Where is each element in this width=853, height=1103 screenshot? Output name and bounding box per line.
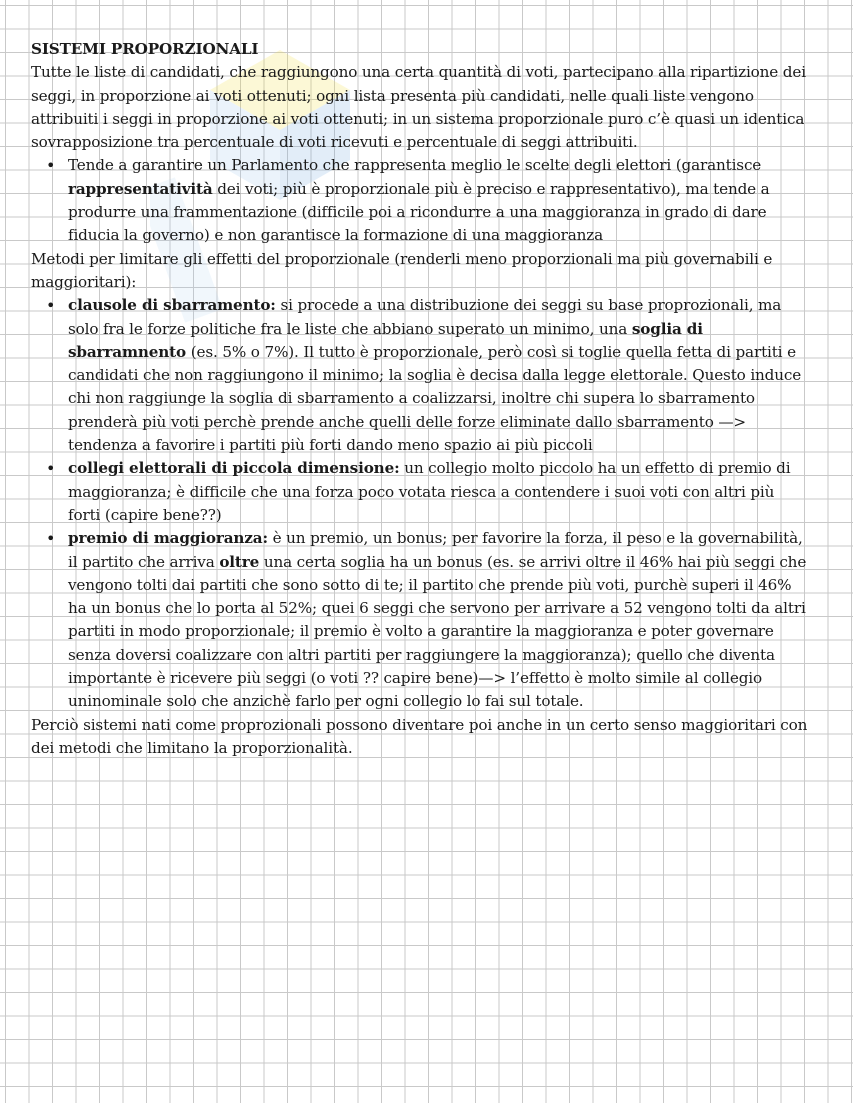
bold-term: oltre — [219, 552, 260, 571]
list-item: • collegi elettorali di piccola dimensione: un collegio molto piccolo ha un effetto di premio di maggioranza; è difficile che una forza poco votata riesca a contendere i suoi voti con altri più forti (capire bene??) — [68, 457, 811, 527]
list-item: • Tende a garantire un Parlamento che rappresenta meglio le scelte degli elettori (garantisce rappresentatività dei voti; più è proporzionale più è preciso e rappresentativo), ma tende a produrre una frammentazione (difficile poi a ricondurre a una maggioranza in grado di dare fiducia la governo) e non garantisce la formazione di una maggioranza — [68, 154, 811, 247]
list-item: • clausole di sbarramento: si procede a una distribuzione dei seggi su base proprozionali, ma solo fra le forze politiche fra le liste che abbiano superato un minimo, una soglia di sbarramnento (es. 5% o 7%). Il tutto è proporzionale, però così si toglie quella fetta di partiti e candidati che non raggiungono il minimo; la soglia è decisa dalla legge elettorale. Questo induce chi non raggiunge la soglia di sbarramento a coalizzarsi, inoltre chi supera lo sbarramento prenderà più voti perchè prende anche quelli delle forze eliminate dallo sbarramento —> tendenza a favorire i partiti più forti dando meno spazio ai più piccoli — [68, 294, 811, 457]
methods-list — [31, 294, 811, 713]
list-item: • premio di maggioranza: è un premio, un bonus; per favorire la forza, il peso e la governabilità, il partito che arriva oltre una certa soglia ha un bonus (es. se arrivi oltre il 46% hai più seggi che vengono tolti dai partiti che sono sotto di te; il partito che prende più voti, purchè superi il 46% ha un bonus che lo porta al 52%; quei 6 seggi che servono per arrivare a 52 vengono tolti da altri partiti in modo proporzionale; il premio è volto a garantire la maggioranza e poter governare senza doversi coalizzare con altri partiti per raggiungere la maggioranza); quello che diventa importante è ricevere più seggi (o voti ?? capire bene)—> l’effetto è molto simile al collegio uninominale solo che anzichè farlo per ogni collegio lo fai sul totale. — [68, 527, 811, 713]
bold-term: rappresentatività — [68, 179, 213, 198]
method-term: clausole di sbarramento: — [68, 296, 276, 315]
conclusion-paragraph: Perciò sistemi nati come proprozionali possono diventare poi anche in un certo senso maggioritari con dei metodi che limitano la proporzionalità. — [31, 715, 808, 757]
methods-intro: Metodi per limitare gli effetti del proporzionale (renderli meno proporzionali ma più governabili e maggioritari): — [31, 249, 773, 291]
method-term: premio di maggioranza: — [68, 529, 268, 548]
intro-paragraph: Tutte le liste di candidati, che raggiungono una certa quantità di voti, partecipano alla ripartizione dei seggi, in proporzione ai voti ottenuti; ogni lista presenta più candidati, nelle quali liste vengono attribuiti i seggi in proporzione ai voti ottenuti; in un sistema proporzionale puro c’è quasi un identica sovrapposizione tra percentuale di voti ricevuti e percentuale di seggi attribuiti. — [31, 63, 806, 152]
method-term: collegi elettorali di piccola dimensione: — [68, 459, 400, 478]
document-title: SISTEMI PROPORZIONALI — [31, 40, 259, 58]
document-page — [31, 38, 811, 760]
bold-term: soglia di sbarramnento — [68, 319, 703, 361]
characteristics-list — [31, 154, 811, 247]
